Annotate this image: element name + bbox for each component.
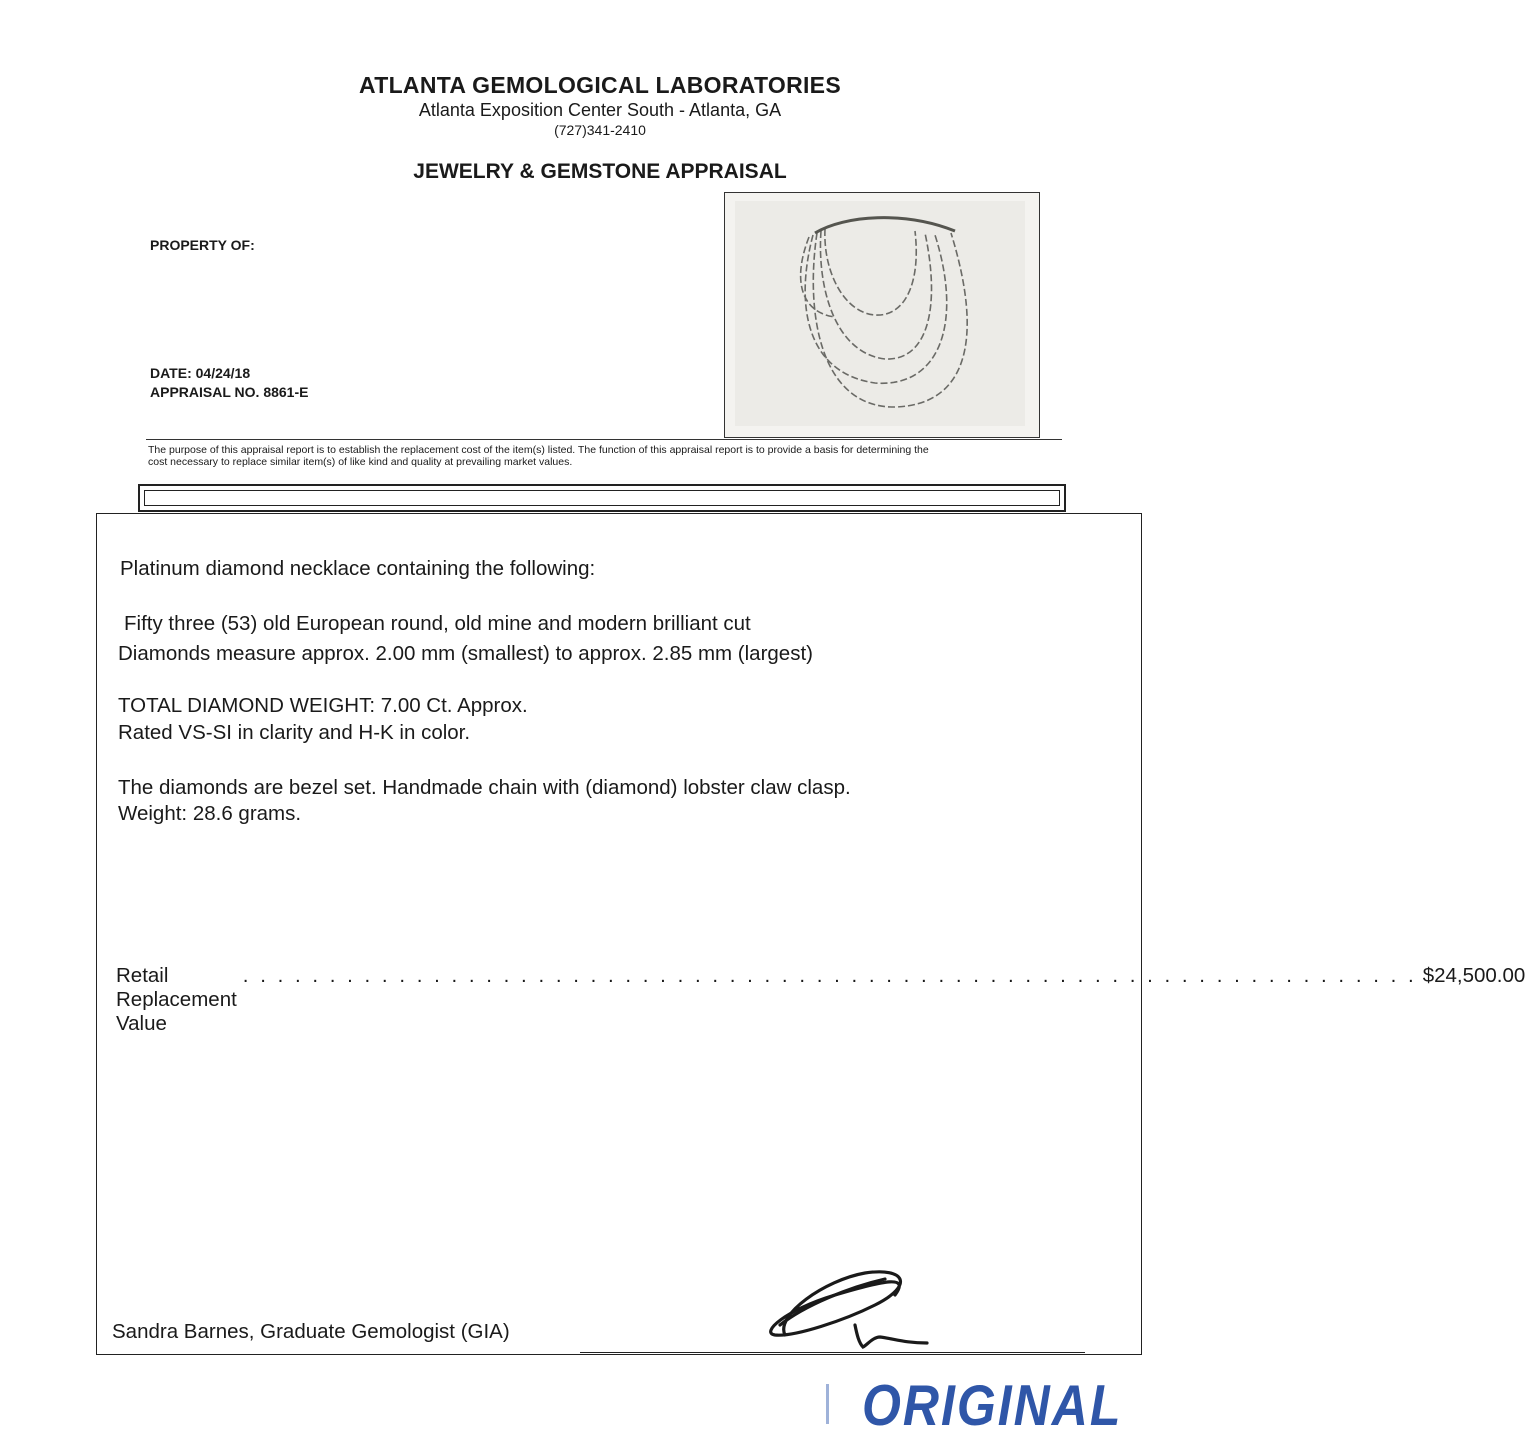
- replacement-value-row: [116, 964, 1525, 1036]
- replacement-value-label: Retail Replacement Value: [116, 964, 237, 1035]
- signature-icon: [755, 1265, 935, 1350]
- purpose-line-1: The purpose of this appraisal report is to establish the replacement cost of the item(s) listed. The function of this appraisal report is to provide a basis for determining the: [148, 444, 929, 456]
- diamonds-line-2: Diamonds measure approx. 2.00 mm (smallest) to approx. 2.85 mm (largest): [118, 642, 813, 665]
- double-rule-bar: [138, 484, 1066, 512]
- replacement-value-amount: $24,500.00: [1422, 964, 1525, 987]
- date-label: DATE:: [150, 365, 192, 381]
- purpose-divider: [146, 439, 1062, 440]
- purpose-statement: [148, 444, 1058, 468]
- original-stamp: ORIGINAL: [862, 1373, 1123, 1438]
- lab-name: ATLANTA GEMOLOGICAL LABORATORIES: [359, 72, 841, 98]
- leader-dots: . . . . . . . . . . . . . . . . . . . . . . . . . . . . . . . . . . . . . . . . . . . . . . . . . . . . . . . . . . . . . . . . . . . .: [242, 964, 1417, 987]
- date-value: 04/24/18: [195, 365, 251, 381]
- double-rule-inner: [144, 490, 1060, 506]
- description-intro: Platinum diamond necklace containing the following:: [120, 557, 596, 580]
- diamonds-line-1: Fifty three (53) old European round, old mine and modern brilliant cut: [124, 612, 751, 635]
- signature-line: [580, 1352, 1085, 1353]
- property-of-label: PROPERTY OF:: [150, 237, 255, 253]
- lab-address: Atlanta Exposition Center South - Atlanta, GA: [418, 100, 782, 120]
- necklace-photo: [724, 192, 1040, 438]
- metal-weight-line: Weight: 28.6 grams.: [118, 802, 302, 825]
- lab-phone: (727)341-2410: [554, 122, 646, 138]
- appraisal-number-label: APPRAISAL NO.: [150, 384, 260, 400]
- setting-line: The diamonds are bezel set. Handmade chain with (diamond) lobster claw clasp.: [118, 776, 851, 799]
- total-weight-line: TOTAL DIAMOND WEIGHT: 7.00 Ct. Approx.: [118, 694, 528, 717]
- description-box: [96, 513, 1142, 1355]
- date-row: [150, 365, 250, 381]
- necklace-photo-icon: [725, 193, 1038, 436]
- stamp-mark: [826, 1384, 829, 1424]
- clarity-color-line: Rated VS-SI in clarity and H-K in color.: [118, 721, 471, 744]
- purpose-line-2: cost necessary to replace similar item(s) of like kind and quality at prevailing market values.: [148, 456, 573, 468]
- document-title: JEWELRY & GEMSTONE APPRAISAL: [413, 160, 787, 183]
- signatory-name: Sandra Barnes, Graduate Gemologist (GIA): [112, 1320, 510, 1343]
- appraisal-number-value: 8861-E: [263, 384, 309, 400]
- appraisal-number-row: [150, 384, 308, 400]
